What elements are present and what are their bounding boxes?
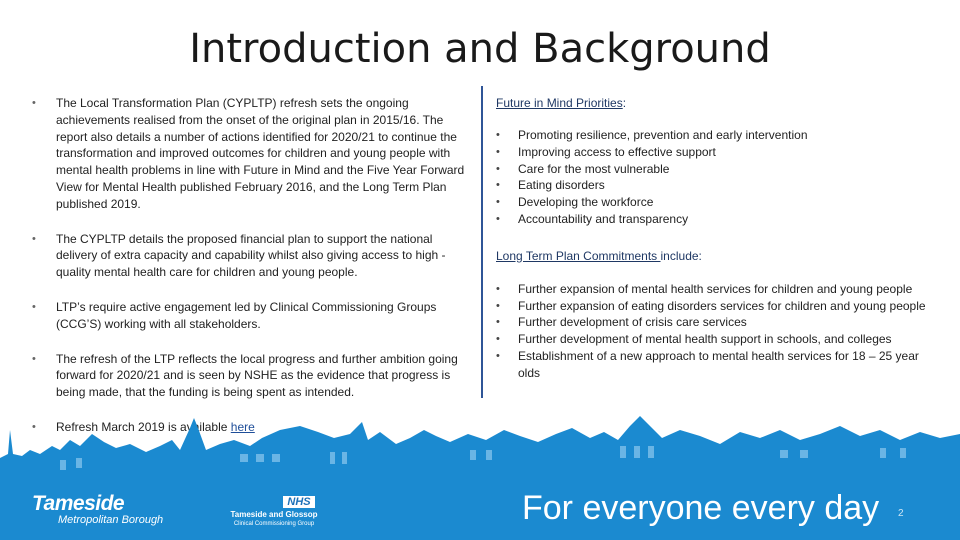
nhs-badge: NHS	[283, 496, 314, 508]
bullet-item	[30, 95, 470, 213]
fim-heading	[496, 95, 936, 111]
list-item: • Promoting resilience, prevention and early intervention	[496, 127, 936, 144]
column-divider	[481, 86, 483, 398]
page-number: 2	[898, 508, 904, 519]
list-item: • Further development of crisis care services	[496, 314, 936, 331]
list-item: • Improving access to effective support	[496, 144, 936, 161]
list-item: • Further development of mental health support in schools, and colleges	[496, 331, 936, 348]
fim-heading-link[interactable]: Future in Mind Priorities	[496, 96, 623, 110]
list-item: • Accountability and transparency	[496, 211, 936, 228]
right-column	[496, 95, 936, 382]
bullet-text: The Local Transformation Plan (CYPLTP) refresh sets the ongoing achievements realised from the onset of the original plan in 2015/16. The report also details a number of actions identified for 2020/21 to continue the transformation and improved outcomes for children and young people with mental health problems in line with Future in Mind and the Five Year Forward View for Mental Health published February 2016, and the Long Term Plan published 2019.	[56, 96, 465, 211]
left-column	[30, 95, 470, 454]
ltp-heading	[496, 248, 936, 264]
list-item: • Further expansion of eating disorders services for children and young people	[496, 298, 936, 315]
bullet-text: LTP’s require active engagement led by Clinical Commissioning Groups (CCG’S) working with all stakeholders.	[56, 299, 437, 331]
bullet-text: The refresh of the LTP reflects the local progress and further ambition going forward for 2020/21 and is seen by NSHE as the evidence that progress is being made, that the funding is being spent as intended.	[56, 351, 458, 400]
fim-list	[496, 127, 936, 228]
ccg-logo	[224, 492, 324, 528]
council-subtitle: Metropolitan Borough	[58, 514, 164, 526]
bullet-text: Refresh March 2019 is available	[56, 419, 231, 434]
bullet-text: The CYPLTP details the proposed financial plan to support the national delivery of extra capacity and capability whilst also giving access to high -quality mental health care for children and young people.	[56, 231, 446, 280]
list-item: • Developing the workforce	[496, 194, 936, 211]
ccg-name: Tameside and Glossop	[230, 510, 318, 519]
tameside-logo	[32, 494, 163, 526]
list-item: • Establishment of a new approach to mental health services for 18 – 25 year olds	[496, 348, 936, 382]
ccg-subtitle: Clinical Commissioning Group	[233, 521, 315, 527]
bullet-item	[30, 231, 470, 281]
ltp-list	[496, 281, 936, 382]
ltp-heading-suffix: include:	[660, 248, 702, 263]
fim-heading-suffix: :	[622, 96, 627, 110]
list-item: • Further expansion of mental health services for children and young people	[496, 281, 936, 298]
bullet-item	[30, 299, 470, 333]
tagline: For everyone every day	[522, 489, 880, 527]
page-title: Introduction and Background	[189, 26, 771, 72]
list-item: • Eating disorders	[496, 177, 936, 194]
bullet-item	[30, 351, 470, 401]
refresh-report-link[interactable]: here	[230, 419, 255, 434]
ltp-heading-link[interactable]: Long Term Plan Commitments	[496, 248, 661, 263]
list-item: • Care for the most vulnerable	[496, 161, 936, 178]
council-name: Tameside	[32, 492, 125, 515]
